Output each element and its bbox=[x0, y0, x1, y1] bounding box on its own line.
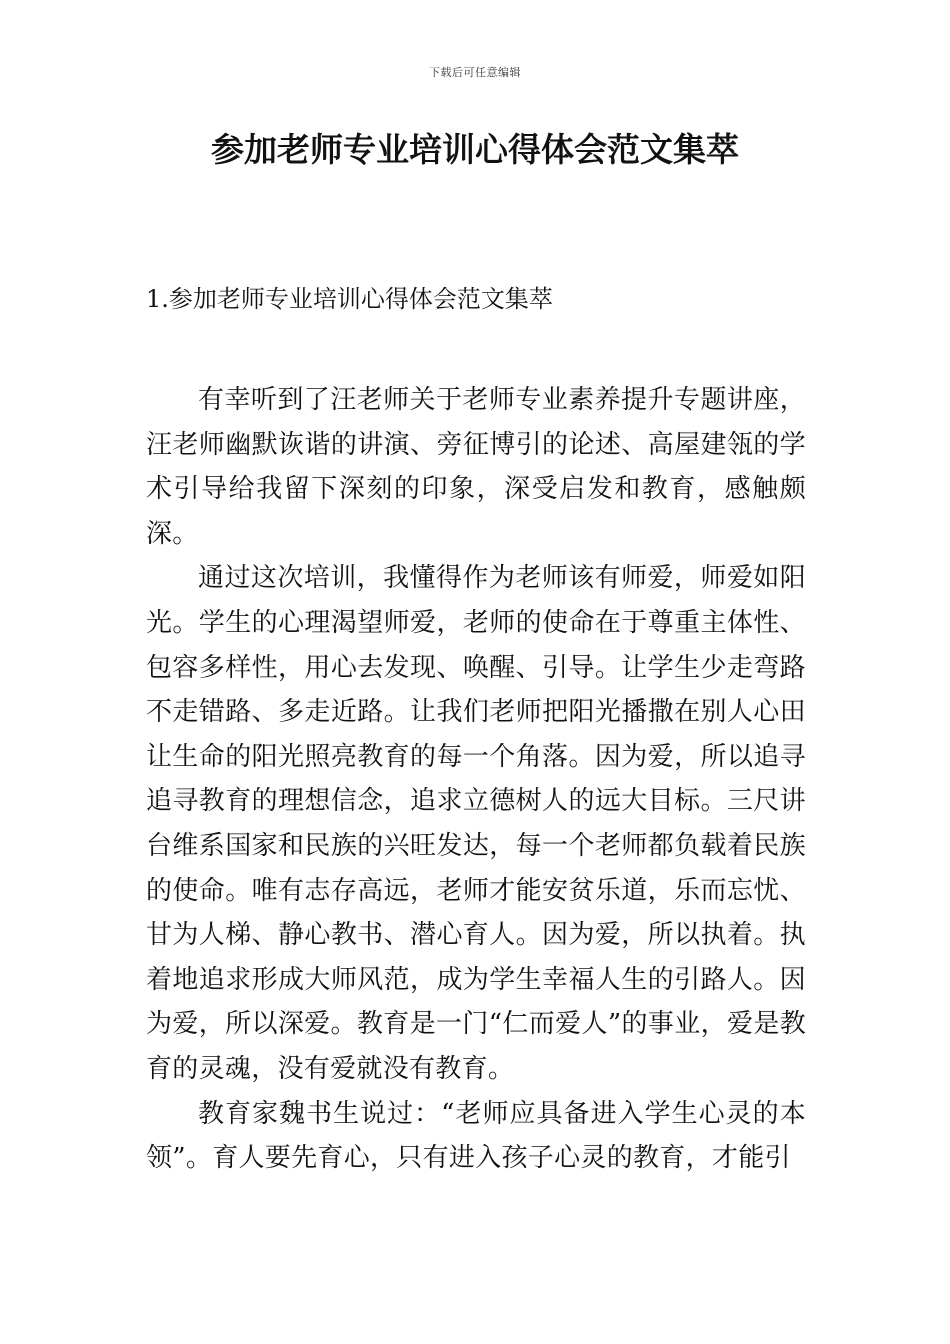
body-text bbox=[146, 378, 806, 1181]
paragraph: 有幸听到了汪老师关于老师专业素养提升专题讲座，汪老师幽默诙谐的讲演、旁征博引的论述、高屋建瓴的学术引导给我留下深刻的印象，深受启发和教育，感触颇深。 bbox=[146, 385, 806, 549]
document-title: 参加老师专业培训心得体会范文集萃 bbox=[211, 130, 739, 169]
paragraph: 教育家魏书生说过：“老师应具备进入学生心灵的本领”。育人要先育心，只有进入孩子心灵的教育，才能引 bbox=[146, 1098, 806, 1174]
header-note: 下载后可任意编辑 bbox=[429, 66, 521, 79]
paragraph: 通过这次培训，我懂得作为老师该有师爱，师爱如阳光。学生的心理渴望师爱，老师的使命在于尊重主体性、包容多样性，用心去发现、唤醒、引导。让学生少走弯路不走错路、多走近路。让我们老师把阳光播撒在别人心田让生命的阳光照亮教育的每一个角落。因为爱，所以追寻追寻教育的理想信念，追求立德树人的远大目标。三尺讲台维系国家和民族的兴旺发达，每一个老师都负载着民族的使命。唯有志存高远，老师才能安贫乐道，乐而忘忧、甘为人梯、静心教书、潜心育人。因为爱，所以执着。执着地追求形成大师风范，成为学生幸福人生的引路人。因为爱，所以深爱。教育是一门“仁而爱人”的事业，爱是教育的灵魂，没有爱就没有教育。 bbox=[146, 563, 806, 1084]
section-heading: 1.参加老师专业培训心得体会范文集萃 bbox=[146, 285, 553, 313]
